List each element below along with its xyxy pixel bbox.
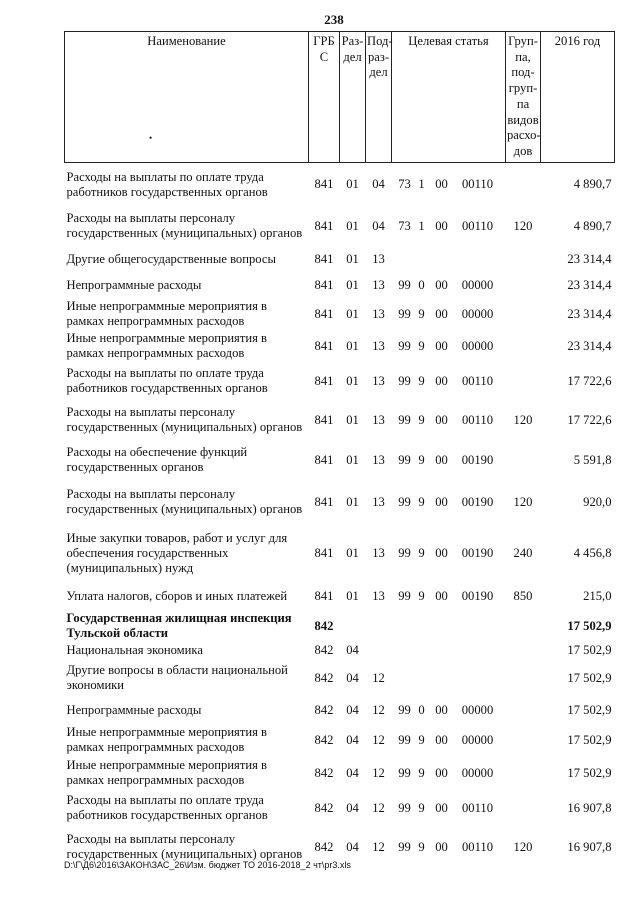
cs-subprogram: 0 [418, 702, 425, 717]
cs-main-event: 00 [435, 306, 448, 321]
row-tselevaya-statya [392, 827, 506, 867]
cs-main-event: 00 [435, 765, 448, 780]
cs-direction: 00000 [461, 277, 494, 292]
row-podrazdel: 12 [372, 670, 385, 685]
table-row [65, 246, 615, 272]
row-name: Иные непрограммные мероприятия в рамках непрограммных расходов [66, 725, 267, 755]
row-podrazdel: 13 [372, 373, 385, 388]
table-row [65, 400, 615, 440]
cs-main-event: 00 [435, 545, 448, 560]
row-sum-2016: 17 502,9 [567, 732, 612, 747]
cs-subprogram: 9 [418, 373, 425, 388]
row-razdel: 04 [346, 643, 359, 658]
cs-direction: 00190 [461, 494, 494, 509]
header-name: Наименование • [65, 32, 309, 163]
row-name: Расходы на выплаты по оплате труда работников государственных органов [66, 366, 268, 396]
stray-dot: • [149, 132, 153, 143]
cs-direction: 00190 [461, 545, 494, 560]
row-vid-rashodov [506, 330, 541, 362]
table-row [65, 524, 615, 582]
row-sum-2016: 17 722,6 [567, 373, 612, 388]
row-name: Иные непрограммные мероприятия в рамках непрограммных расходов [66, 299, 267, 329]
cs-main-event: 00 [435, 452, 448, 467]
row-podrazdel: 12 [372, 702, 385, 717]
row-name: Расходы на выплаты по оплате труда работников государственных органов [66, 793, 268, 823]
row-razdel: 04 [346, 800, 359, 815]
table-row [65, 206, 615, 246]
cs-subprogram: 9 [418, 545, 425, 560]
row-sum-2016: 17 502,9 [567, 702, 612, 717]
header-podrazdel: Под-раз-дел [366, 32, 392, 163]
row-grbs: 842 [314, 800, 334, 815]
row-podrazdel: 13 [372, 545, 385, 560]
cs-direction: 00190 [461, 588, 494, 603]
row-grbs: 842 [314, 670, 334, 685]
row-grbs: 841 [314, 494, 334, 509]
row-grbs: 842 [314, 732, 334, 747]
header-year: 2016 год [541, 32, 615, 163]
row-tselevaya-statya [392, 480, 506, 524]
row-vid-rashodov: 120 [513, 218, 533, 233]
cs-subprogram: 9 [418, 839, 425, 854]
header-razdel: Раз-дел [340, 32, 366, 163]
cs-main-event: 00 [435, 218, 448, 233]
table-row [65, 162, 615, 206]
row-vid-rashodov: 120 [513, 839, 533, 854]
row-podrazdel: 12 [372, 765, 385, 780]
cs-direction: 00110 [461, 412, 494, 427]
row-sum-2016: 23 314,4 [567, 251, 612, 266]
row-grbs: 841 [314, 277, 334, 292]
row-tselevaya-statya [392, 206, 506, 246]
cs-direction: 00110 [461, 177, 494, 192]
row-name: Расходы на выплаты персоналу государственных (муниципальных) органов [66, 832, 303, 862]
row-podrazdel: 13 [372, 277, 385, 292]
row-grbs: 841 [314, 306, 334, 321]
row-vid-rashodov [506, 362, 541, 400]
cs-program: 99 [398, 373, 411, 388]
table-header-row [65, 32, 615, 163]
cs-main-event: 00 [435, 412, 448, 427]
row-tselevaya-statya [392, 330, 506, 362]
table-row [65, 272, 615, 298]
row-vid-rashodov [506, 789, 541, 827]
row-razdel: 01 [346, 177, 359, 192]
row-razdel: 01 [346, 338, 359, 353]
row-tselevaya-statya [392, 582, 506, 610]
cs-program: 99 [398, 494, 411, 509]
cs-program: 99 [398, 588, 411, 603]
row-tselevaya-statya [392, 723, 506, 757]
row-podrazdel: 12 [372, 839, 385, 854]
cs-program: 99 [398, 412, 411, 427]
row-vid-rashodov: 120 [513, 494, 533, 509]
table-row [65, 789, 615, 827]
row-name: Непрограммные расходы [66, 702, 202, 717]
row-tselevaya-statya [392, 524, 506, 582]
cs-direction: 00000 [461, 765, 494, 780]
row-podrazdel [366, 610, 392, 642]
row-name: Непрограммные расходы [66, 277, 202, 292]
row-sum-2016: 920,0 [583, 494, 612, 509]
row-vid-rashodov [506, 246, 541, 272]
row-tselevaya-statya [392, 757, 506, 789]
row-tselevaya-statya [392, 610, 506, 642]
row-grbs: 842 [314, 702, 334, 717]
row-grbs: 842 [314, 765, 334, 780]
row-tselevaya-statya [392, 362, 506, 400]
row-name: Расходы на выплаты по оплате труда работников государственных органов [66, 169, 268, 199]
table-row [65, 610, 615, 642]
cs-main-event: 00 [435, 277, 448, 292]
header-gruppa-vidov-rashodov: Груп-па, под-груп-па видов расхо-дов [506, 32, 541, 163]
cs-main-event: 00 [435, 800, 448, 815]
cs-program: 99 [398, 702, 411, 717]
page-number: 238 [324, 12, 344, 27]
cs-program: 73 [398, 177, 411, 192]
row-razdel: 04 [346, 732, 359, 747]
row-razdel: 01 [346, 373, 359, 388]
table-row [65, 362, 615, 400]
table-row [65, 440, 615, 480]
row-grbs: 841 [314, 588, 334, 603]
row-razdel: 01 [346, 306, 359, 321]
cs-subprogram: 9 [418, 494, 425, 509]
cs-subprogram: 9 [418, 732, 425, 747]
row-podrazdel: 13 [372, 588, 385, 603]
cs-subprogram: 9 [418, 338, 425, 353]
row-sum-2016: 215,0 [583, 588, 612, 603]
cs-main-event: 00 [435, 588, 448, 603]
cs-program: 99 [398, 545, 411, 560]
row-sum-2016: 23 314,4 [567, 338, 612, 353]
row-vid-rashodov [506, 298, 541, 330]
cs-subprogram: 9 [418, 800, 425, 815]
row-grbs: 841 [314, 412, 334, 427]
row-name: Иные закупки товаров, работ и услуг для обеспечения государственных (муниципальных) нужд [66, 530, 288, 575]
cs-program: 99 [398, 306, 411, 321]
row-name: Расходы на выплаты персоналу государственных (муниципальных) органов [66, 487, 303, 517]
row-sum-2016: 4 890,7 [573, 218, 612, 233]
cs-subprogram: 9 [418, 588, 425, 603]
row-sum-2016: 16 907,8 [567, 800, 612, 815]
row-razdel: 04 [346, 765, 359, 780]
cs-program: 99 [398, 277, 411, 292]
row-razdel: 01 [346, 452, 359, 467]
cs-subprogram: 1 [418, 177, 425, 192]
row-grbs: 841 [314, 338, 334, 353]
cs-main-event: 00 [435, 177, 448, 192]
row-vid-rashodov: 120 [513, 412, 533, 427]
cs-program: 73 [398, 218, 411, 233]
row-razdel: 01 [346, 218, 359, 233]
row-podrazdel: 13 [372, 494, 385, 509]
row-vid-rashodov [506, 723, 541, 757]
row-grbs: 842 [314, 618, 334, 633]
cs-main-event: 00 [435, 839, 448, 854]
cs-direction: 00110 [461, 218, 494, 233]
row-grbs: 841 [314, 452, 334, 467]
cs-program: 99 [398, 800, 411, 815]
row-razdel: 01 [346, 588, 359, 603]
row-vid-rashodov [506, 642, 541, 659]
cs-direction: 00000 [461, 306, 494, 321]
row-sum-2016: 5 591,8 [573, 452, 612, 467]
row-name: Уплата налогов, сборов и иных платежей [66, 588, 288, 603]
row-razdel: 01 [346, 412, 359, 427]
row-razdel: 01 [346, 494, 359, 509]
cs-subprogram: 1 [418, 218, 425, 233]
header-tselevaya-statya: Целевая статья [392, 32, 506, 163]
row-tselevaya-statya [392, 659, 506, 697]
row-razdel: 04 [346, 670, 359, 685]
row-name: Расходы на выплаты персоналу государственных (муниципальных) органов [66, 211, 303, 241]
row-tselevaya-statya [392, 298, 506, 330]
cs-subprogram: 9 [418, 765, 425, 780]
cs-direction: 00190 [461, 452, 494, 467]
cs-program: 99 [398, 765, 411, 780]
cs-direction: 00110 [461, 839, 494, 854]
cs-direction: 00110 [461, 373, 494, 388]
row-name: Расходы на обеспечение функций государственных органов [66, 445, 248, 475]
cs-main-event: 00 [435, 338, 448, 353]
row-sum-2016: 16 907,8 [567, 839, 612, 854]
row-vid-rashodov [506, 272, 541, 298]
table-row [65, 723, 615, 757]
cs-subprogram: 9 [418, 306, 425, 321]
cs-main-event: 00 [435, 732, 448, 747]
row-tselevaya-statya [392, 789, 506, 827]
footer-file-path: D:\Г\Д6\2016\ЗАКОН\ЗАС_26\Изм. бюджет ТО 2016-2018_2 чт\pr3.xls [64, 860, 351, 870]
cs-program: 99 [398, 839, 411, 854]
row-podrazdel: 13 [372, 412, 385, 427]
row-razdel: 01 [346, 545, 359, 560]
row-podrazdel: 12 [372, 732, 385, 747]
cs-program: 99 [398, 452, 411, 467]
row-sum-2016: 17 722,6 [567, 412, 612, 427]
cs-subprogram: 0 [418, 277, 425, 292]
row-vid-rashodov [506, 757, 541, 789]
table-row [65, 757, 615, 789]
row-podrazdel: 04 [372, 177, 385, 192]
row-podrazdel: 13 [372, 306, 385, 321]
row-grbs: 842 [314, 643, 334, 658]
row-sum-2016: 4 456,8 [573, 545, 612, 560]
row-name: Другие вопросы в области национальной экономики [66, 663, 288, 693]
row-sum-2016: 23 314,4 [567, 306, 612, 321]
row-sum-2016: 17 502,9 [567, 618, 612, 633]
row-sum-2016: 23 314,4 [567, 277, 612, 292]
cs-program: 99 [398, 338, 411, 353]
row-razdel [340, 610, 366, 642]
row-tselevaya-statya [392, 162, 506, 206]
cs-main-event: 00 [435, 702, 448, 717]
row-vid-rashodov [506, 610, 541, 642]
table-row [65, 330, 615, 362]
row-tselevaya-statya [392, 642, 506, 659]
cs-direction: 00000 [461, 732, 494, 747]
row-vid-rashodov [506, 697, 541, 723]
row-sum-2016: 4 890,7 [573, 177, 612, 192]
row-name: Иные непрограммные мероприятия в рамках непрограммных расходов [66, 758, 267, 788]
row-grbs: 841 [314, 373, 334, 388]
row-razdel: 01 [346, 251, 359, 266]
table-row [65, 480, 615, 524]
row-grbs: 841 [314, 177, 334, 192]
row-sum-2016: 17 502,9 [567, 765, 612, 780]
cs-direction: 00110 [461, 800, 494, 815]
table-row [65, 697, 615, 723]
budget-table [64, 31, 615, 867]
row-grbs: 841 [314, 545, 334, 560]
cs-program: 99 [398, 732, 411, 747]
row-sum-2016: 17 502,9 [567, 643, 612, 658]
row-podrazdel [366, 642, 392, 659]
cs-direction: 00000 [461, 702, 494, 717]
row-vid-rashodov [506, 162, 541, 206]
cs-subprogram: 9 [418, 452, 425, 467]
row-vid-rashodov: 850 [513, 588, 533, 603]
row-tselevaya-statya [392, 400, 506, 440]
row-razdel: 01 [346, 277, 359, 292]
row-podrazdel: 13 [372, 452, 385, 467]
row-name: Расходы на выплаты персоналу государственных (муниципальных) органов [66, 405, 303, 435]
row-tselevaya-statya [392, 697, 506, 723]
row-podrazdel: 13 [372, 338, 385, 353]
cs-direction: 00000 [461, 338, 494, 353]
row-tselevaya-statya [392, 246, 506, 272]
row-razdel: 04 [346, 702, 359, 717]
cs-subprogram: 9 [418, 412, 425, 427]
row-name: Иные непрограммные мероприятия в рамках непрограммных расходов [66, 331, 267, 361]
row-sum-2016: 17 502,9 [567, 670, 612, 685]
row-tselevaya-statya [392, 272, 506, 298]
header-grbs: ГРБ С [309, 32, 340, 163]
row-podrazdel: 12 [372, 800, 385, 815]
row-name: Государственная жилищная инспекция Тульской области [66, 611, 292, 641]
row-grbs: 841 [314, 218, 334, 233]
table-row [65, 642, 615, 659]
table-row [65, 298, 615, 330]
row-vid-rashodov [506, 659, 541, 697]
row-razdel: 04 [346, 839, 359, 854]
row-tselevaya-statya [392, 440, 506, 480]
table-row [65, 659, 615, 697]
row-grbs: 842 [314, 839, 334, 854]
row-vid-rashodov: 240 [513, 545, 533, 560]
table-row [65, 582, 615, 610]
cs-main-event: 00 [435, 373, 448, 388]
row-podrazdel: 04 [372, 218, 385, 233]
cs-main-event: 00 [435, 494, 448, 509]
row-name: Национальная экономика [66, 643, 203, 658]
row-podrazdel: 13 [372, 251, 385, 266]
row-vid-rashodov [506, 440, 541, 480]
row-name: Другие общегосударственные вопросы [66, 251, 276, 266]
row-grbs: 841 [314, 251, 334, 266]
